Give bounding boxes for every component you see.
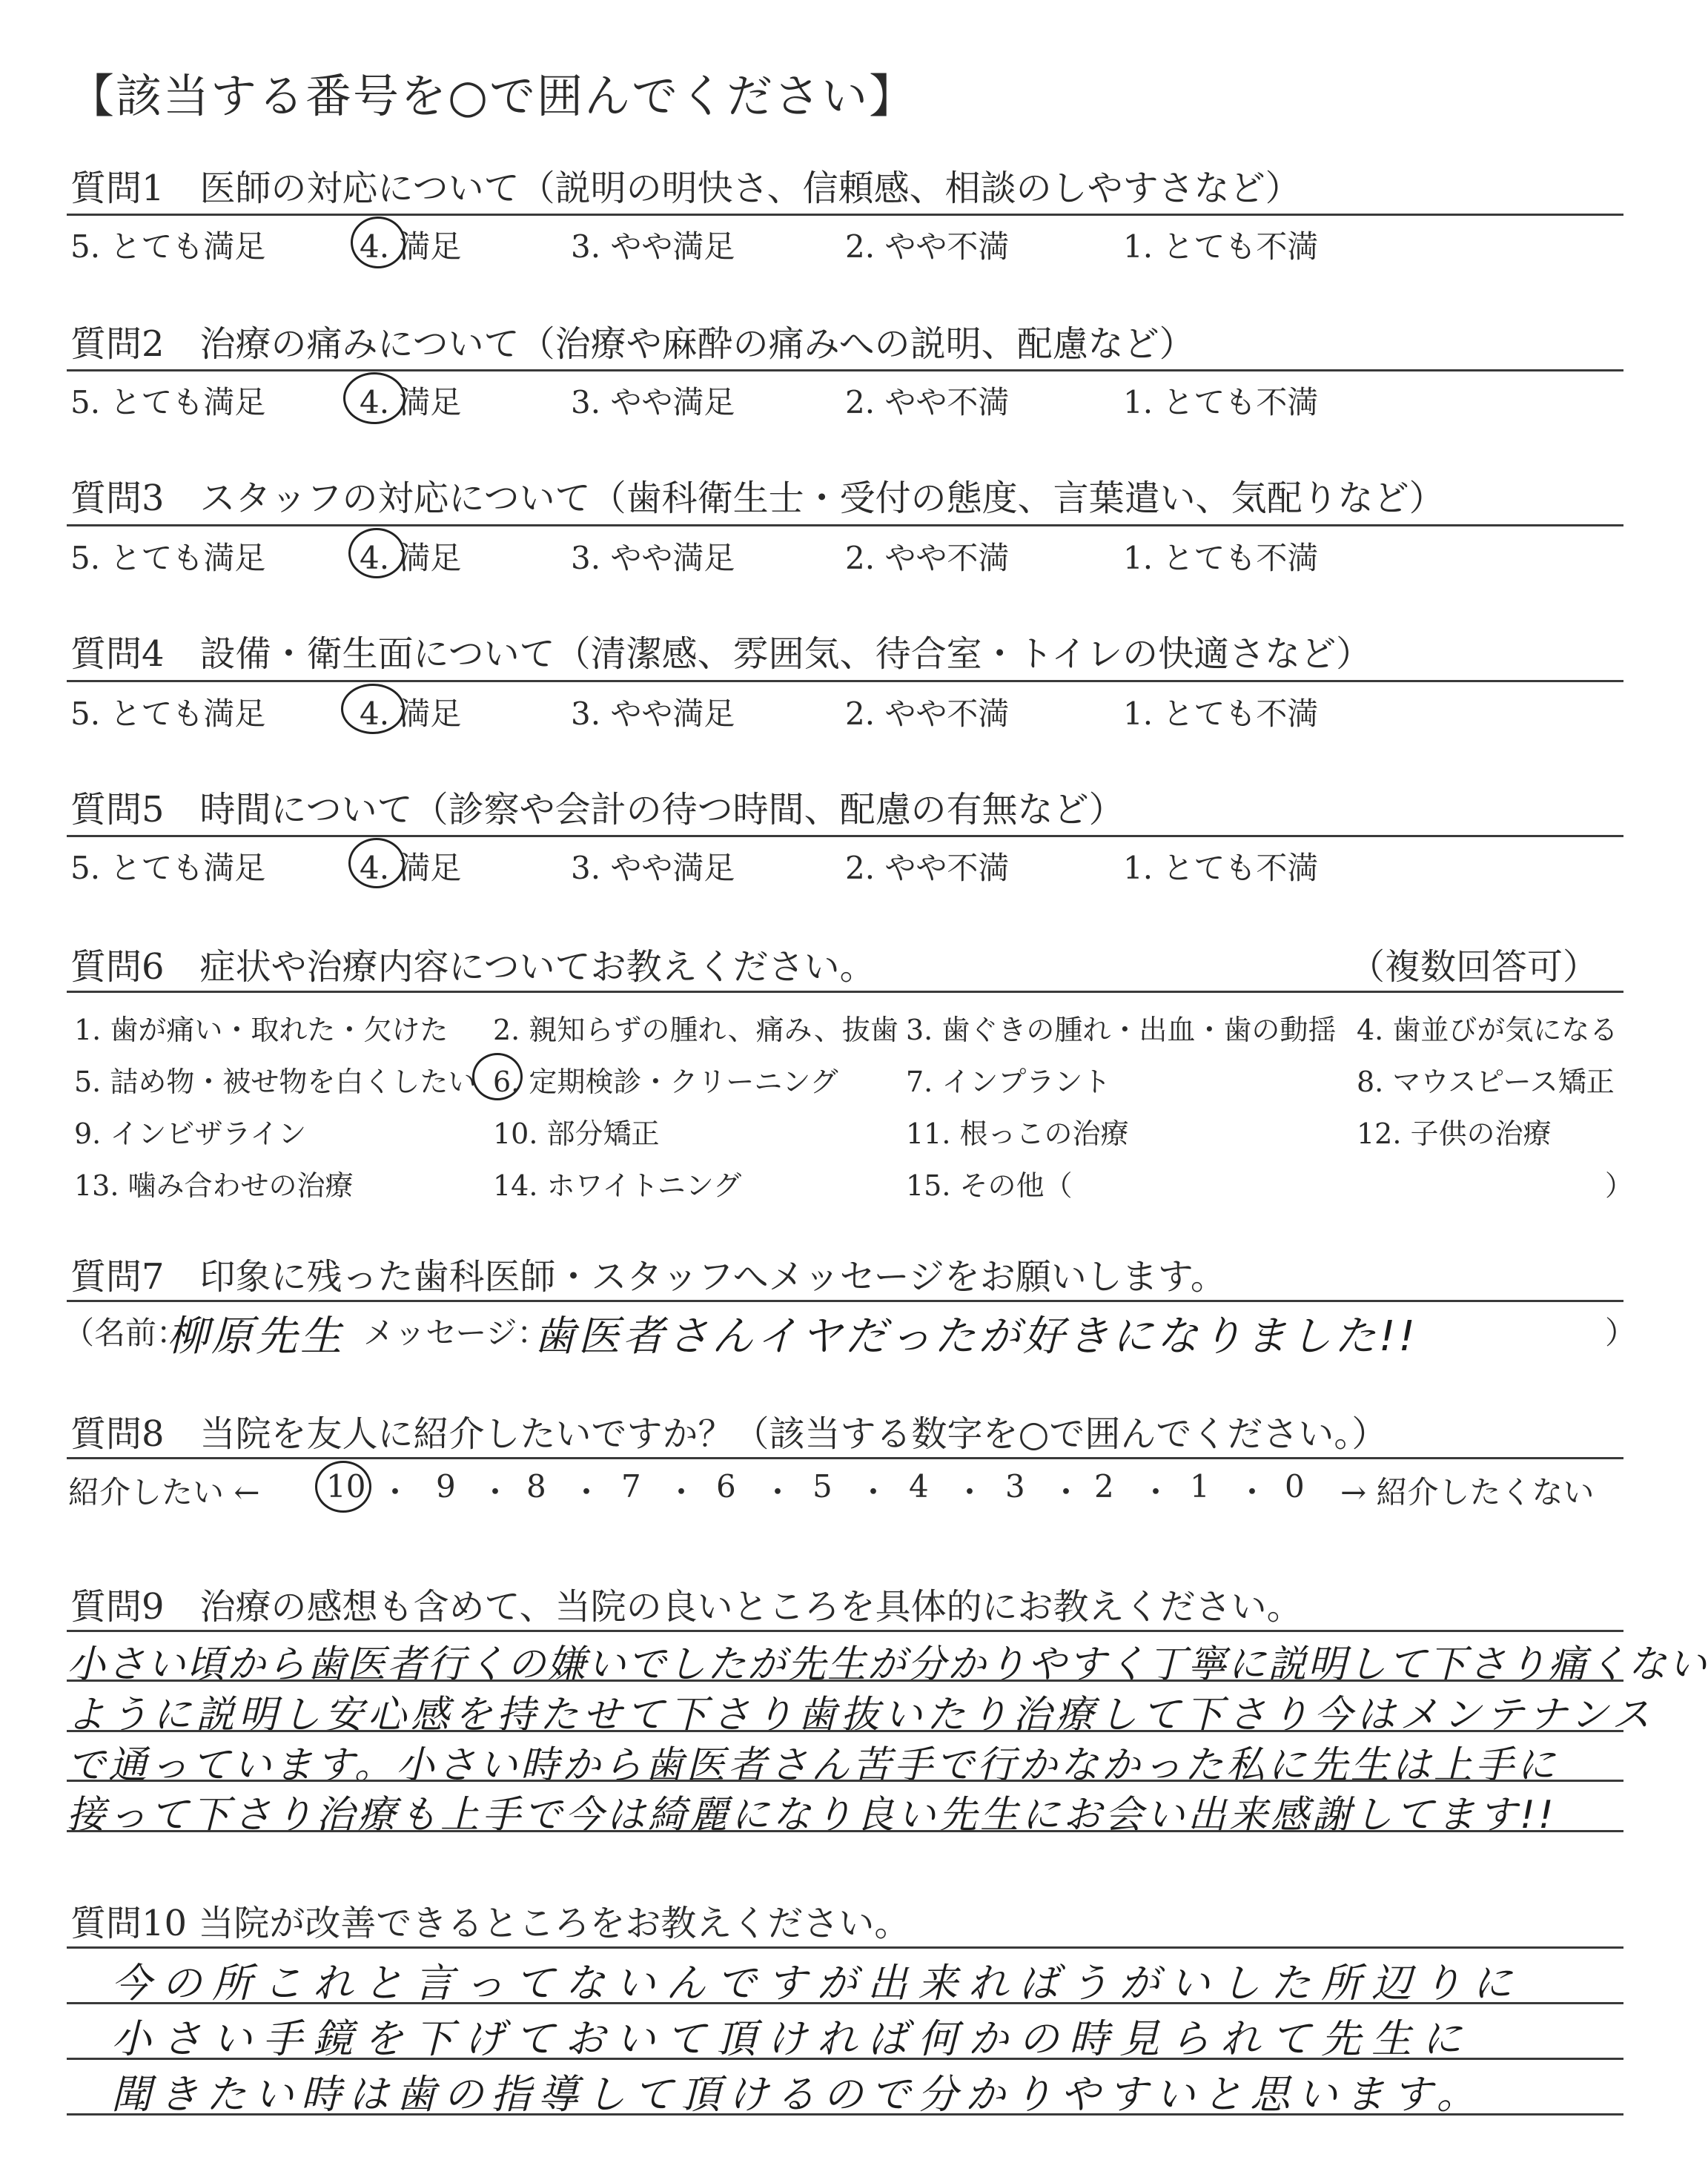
q5-option-5[interactable]: 5. とても満足 — [70, 850, 266, 886]
q9-title: 質問9 治療の感想も含めて、当院の良いところを具体的にお教えください。 — [70, 1586, 1302, 1628]
q10-answer-line-1[interactable]: 今の所これと言ってないんですが出来ればうがいした所辺りに — [111, 1960, 1523, 2007]
q6-title: 質問6 症状や治療内容についてお教えください。 — [70, 946, 875, 988]
q7-message-value[interactable]: 歯医者さんイヤだったが好きになりました!! — [534, 1312, 1418, 1361]
q6-option-9[interactable]: 9. インビザライン — [74, 1117, 307, 1150]
q2-option-2[interactable]: 2. やや不満 — [845, 384, 1010, 420]
q10-rule-2 — [67, 2058, 1623, 2060]
q8-scale-6[interactable]: 6 — [716, 1468, 736, 1505]
q10-answer-line-2[interactable]: 小さい手鏡を下げておいて頂ければ何かの時見られて先生に — [111, 2015, 1472, 2062]
q6-option-11[interactable]: 11. 根っこの治療 — [906, 1117, 1129, 1150]
q2-option-4[interactable]: 4. 満足 — [360, 384, 462, 420]
q4-option-2[interactable]: 2. やや不満 — [845, 696, 1010, 732]
q4-selection-circle — [341, 684, 405, 734]
q8-scale-dot: ・ — [1140, 1474, 1172, 1510]
q2-option-3[interactable]: 3. やや満足 — [571, 384, 735, 420]
q3-option-1[interactable]: 1. とても不満 — [1123, 540, 1319, 576]
q2-rule — [67, 369, 1623, 371]
q5-rule — [67, 835, 1623, 837]
q6-option-7[interactable]: 7. インプラント — [906, 1066, 1111, 1098]
q10-rule-0 — [67, 1946, 1623, 1949]
q4-option-3[interactable]: 3. やや満足 — [571, 696, 735, 732]
q4-option-1[interactable]: 1. とても不満 — [1123, 696, 1319, 732]
q1-title: 質問1 医師の対応について（説明の明快さ、信頼感、相談のしやすさなど） — [70, 168, 1301, 209]
q6-option-6[interactable]: 6. 定期検診・クリーニング — [493, 1066, 838, 1098]
q1-rule — [67, 214, 1623, 216]
q9-answer-line-3[interactable]: で通っています。小さい時から歯医者さん苦手で行かなかった私に先生は上手に — [67, 1743, 1558, 1788]
q1-option-1[interactable]: 1. とても不満 — [1123, 228, 1319, 265]
q10-rule-1 — [67, 2002, 1623, 2004]
q8-scale-dot: ・ — [1050, 1474, 1082, 1510]
q9-answer-line-4[interactable]: 接って下さり治療も上手で今は綺麗になり良い先生にお会い出来感謝してます!! — [67, 1793, 1557, 1837]
q9-rule-2 — [67, 1730, 1623, 1732]
q8-right-label: → 紹介したくない — [1340, 1474, 1595, 1510]
q6-option-15[interactable]: 15. その他（ — [906, 1169, 1073, 1202]
q1-option-2[interactable]: 2. やや不満 — [845, 228, 1010, 265]
q2-option-1[interactable]: 1. とても不満 — [1123, 384, 1319, 420]
q8-scale-5[interactable]: 5 — [812, 1468, 833, 1505]
q1-selection-circle — [351, 217, 406, 268]
q3-rule — [67, 524, 1623, 526]
q8-scale-8[interactable]: 8 — [526, 1468, 546, 1505]
q7-name-value[interactable]: 柳原先生 — [167, 1312, 345, 1361]
q6-option-5[interactable]: 5. 詰め物・被せ物を白くしたい — [74, 1066, 477, 1098]
q7-title: 質問7 印象に残った歯科医師・スタッフへメッセージをお願いします。 — [70, 1256, 1226, 1298]
q9-rule-1 — [67, 1680, 1623, 1682]
q6-option-1[interactable]: 1. 歯が痛い・取れた・欠けた — [74, 1014, 448, 1046]
q2-selection-circle — [343, 372, 406, 424]
q8-scale-7[interactable]: 7 — [621, 1468, 641, 1505]
q8-scale-2[interactable]: 2 — [1094, 1468, 1114, 1505]
q3-selection-circle — [348, 528, 405, 578]
q8-scale-dot: ・ — [954, 1474, 986, 1510]
q6-option-12[interactable]: 12. 子供の治療 — [1357, 1117, 1552, 1150]
q6-option-13[interactable]: 13. 噛み合わせの治療 — [74, 1169, 354, 1202]
q7-message-label: メッセージ： — [363, 1315, 549, 1351]
q6-rule — [67, 991, 1623, 993]
q8-scale-4[interactable]: 4 — [909, 1468, 929, 1505]
q4-option-4[interactable]: 4. 満足 — [360, 696, 462, 732]
q5-option-2[interactable]: 2. やや不満 — [845, 850, 1010, 886]
q4-rule — [67, 680, 1623, 682]
q8-title: 質問8 当院を友人に紹介したいですか？（該当する数字を○で囲んでください。） — [70, 1413, 1388, 1455]
q3-option-4[interactable]: 4. 満足 — [360, 540, 462, 576]
q5-selection-circle — [348, 838, 405, 888]
q4-option-5[interactable]: 5. とても満足 — [70, 696, 266, 732]
q9-answer-line-2[interactable]: ように説明し安心感を持たせて下さり歯抜いたり治療して下さり今はメンテナンス — [67, 1693, 1655, 1737]
q8-scale-dot: ・ — [480, 1474, 512, 1510]
q8-left-label: 紹介したい ← — [68, 1474, 260, 1510]
q6-note: （複数回答可） — [1349, 946, 1599, 988]
q5-title: 質問5 時間について（診察や会計の待つ時間、配慮の有無など） — [70, 789, 1125, 830]
q7-rule — [67, 1300, 1623, 1302]
q3-option-2[interactable]: 2. やや不満 — [845, 540, 1010, 576]
q8-scale-9[interactable]: 9 — [436, 1468, 456, 1505]
q8-rule — [67, 1457, 1623, 1459]
q7-name-label: （名前： — [63, 1315, 188, 1351]
q6-option-14[interactable]: 14. ホワイトニング — [493, 1169, 742, 1202]
q9-rule-3 — [67, 1780, 1623, 1782]
q9-rule-4 — [67, 1830, 1623, 1832]
q8-scale-1[interactable]: 1 — [1190, 1468, 1210, 1505]
q6-option-8[interactable]: 8. マウスピース矯正 — [1357, 1066, 1615, 1098]
q4-title: 質問4 設備・衛生面について（清潔感、雰囲気、待合室・トイレの快適さなど） — [70, 633, 1372, 675]
q8-scale-dot: ・ — [380, 1474, 411, 1510]
q9-answer-line-1[interactable]: 小さい頃から歯医者行くの嫌いでしたが先生が分かりやすく丁寧に説明して下さり痛くない — [67, 1642, 1708, 1687]
q8-scale-0[interactable]: 0 — [1285, 1468, 1305, 1505]
q10-title: 質問10 当院が改善できるところをお教えください。 — [70, 1903, 910, 1944]
q8-scale-10[interactable]: 10 — [326, 1468, 366, 1505]
q10-rule-3 — [67, 2113, 1623, 2116]
q8-scale-dot: ・ — [1237, 1474, 1268, 1510]
q8-scale-dot: ・ — [666, 1474, 698, 1510]
q7-close-paren: ） — [1605, 1315, 1637, 1351]
q3-option-5[interactable]: 5. とても満足 — [70, 540, 266, 576]
q5-option-4[interactable]: 4. 満足 — [360, 850, 462, 886]
q3-title: 質問3 スタッフの対応について（歯科衛生士・受付の態度、言葉遣い、気配りなど） — [70, 478, 1445, 519]
q8-scale-dot: ・ — [762, 1474, 794, 1510]
form-title: 【該当する番号を○で囲んでください】 — [68, 69, 917, 123]
q5-option-1[interactable]: 1. とても不満 — [1123, 850, 1319, 886]
q1-option-3[interactable]: 3. やや満足 — [571, 228, 735, 265]
q6-option-4[interactable]: 4. 歯並びが気になる — [1357, 1014, 1618, 1046]
q9-rule-0 — [67, 1630, 1623, 1632]
q1-option-4[interactable]: 4. 満足 — [360, 228, 462, 265]
q5-option-3[interactable]: 3. やや満足 — [571, 850, 735, 886]
q6-option-3[interactable]: 3. 歯ぐきの腫れ・出血・歯の動揺 — [906, 1014, 1337, 1046]
q8-scale-dot: ・ — [858, 1474, 890, 1510]
q6-option-10[interactable]: 10. 部分矯正 — [493, 1117, 660, 1150]
q8-scale-dot: ・ — [571, 1474, 603, 1510]
q10-answer-line-3[interactable]: 聞きたい時は歯の指導して頂けるので分かりやすいと思います。 — [111, 2071, 1484, 2118]
q6-option-15-close: ） — [1605, 1169, 1634, 1202]
q6-selection-circle — [472, 1053, 523, 1100]
q6-option-2[interactable]: 2. 親知らずの腫れ、痛み、抜歯 — [493, 1014, 898, 1046]
q8-scale-3[interactable]: 3 — [1005, 1468, 1025, 1505]
q2-title: 質問2 治療の痛みについて（治療や麻酔の痛みへの説明、配慮など） — [70, 323, 1195, 365]
q8-selection-circle — [315, 1461, 371, 1513]
q2-option-5[interactable]: 5. とても満足 — [70, 384, 266, 420]
q3-option-3[interactable]: 3. やや満足 — [571, 540, 735, 576]
q1-option-5[interactable]: 5. とても満足 — [70, 228, 266, 265]
